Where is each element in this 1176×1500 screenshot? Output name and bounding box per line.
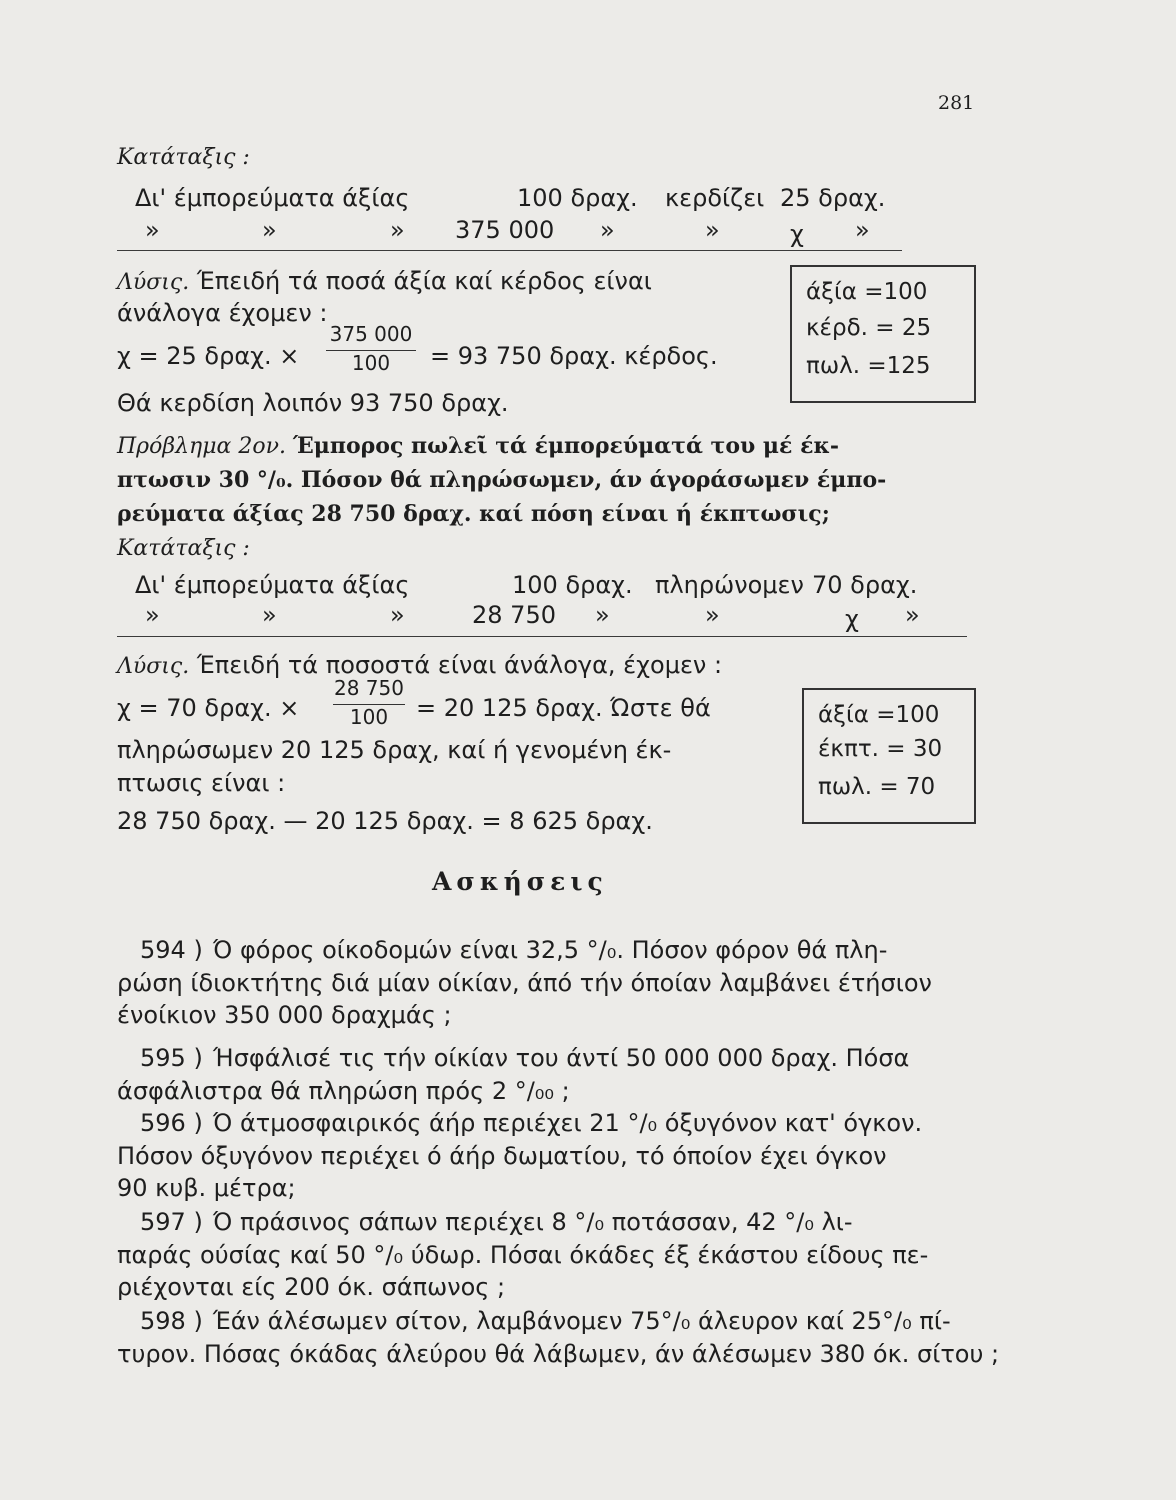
ex2-lysis-line (117, 650, 722, 682)
ex1-row2-col5: » (600, 216, 615, 244)
ex1-divider (117, 250, 902, 251)
kataxis-label-2: Κατάταξις : (117, 536, 250, 561)
ex1-row2-col6: » (705, 216, 720, 244)
ex1-eq-right: = 93 750 δραχ. κέρδος. (430, 342, 718, 370)
exercise-text-continuation: άσφάλιστρα θά πληρώση πρός 2 °/₀₀ ; (117, 1076, 570, 1105)
ex1-row2-col3: » (390, 216, 405, 244)
ex2-summary-box (802, 688, 976, 824)
exercise-number: 595 ) (140, 1044, 203, 1072)
exercise-text: Ήσφάλισέ τις τήν οίκίαν του άντί 50 000 000 δραχ. Πόσα (212, 1044, 910, 1072)
exercise-text-continuation: ένοίκιον 350 000 δραχμάς ; (117, 1001, 452, 1029)
ex1-row2-col7: χ (790, 220, 804, 248)
problem2-line3: ρεύματα άξίας 28 750 δραχ. καί πόση είναι ή έκπτωσις; (117, 501, 830, 527)
ex2-box-line-discount: έκπτ. = 30 (818, 736, 943, 762)
exercise-text-continuation: 90 κυβ. μέτρα; (117, 1174, 296, 1202)
ex1-frac-denominator: 100 (351, 351, 391, 375)
problem2-line2: πτωσιν 30 °/₀. Πόσον θά πληρώσωμεν, άν άγοράσωμεν έμπο- (117, 467, 887, 493)
ex2-row2-col2: » (262, 601, 277, 629)
ex2-box-line-sale: πωλ. = 70 (818, 774, 936, 800)
ex1-line2: άνάλογα έχομεν : (117, 299, 328, 327)
ex1-row1-col4: 25 δραχ. (780, 184, 886, 212)
ex1-frac-numerator: 375 000 (329, 322, 413, 346)
ex2-row2-col6: » (705, 601, 720, 629)
ex2-frac-numerator: 28 750 (334, 676, 404, 700)
ex1-row2-col1: » (145, 216, 160, 244)
page-number: 281 (938, 92, 975, 114)
ex2-line4: 28 750 δραχ. — 20 125 δραχ. = 8 625 δραχ. (117, 807, 653, 835)
ex2-eq-right: = 20 125 δραχ. Ώστε θά (416, 694, 711, 722)
exercise-text: Ό πράσινος σάπων περιέχει 8 °/₀ ποτάσσαν, 42 °/₀ λι- (212, 1208, 853, 1236)
exercise-number: 598 ) (140, 1307, 203, 1335)
ex1-box-line-profit: κέρδ. = 25 (806, 315, 932, 341)
ex2-line2: πληρώσωμεν 20 125 δραχ, καί ή γενομένη έκ- (117, 736, 672, 764)
ex2-row2-col3: » (390, 601, 405, 629)
exercise-text-continuation: ριέχονται είς 200 όκ. σάπωνος ; (117, 1273, 506, 1301)
kataxis-label-1: Κατάταξις : (117, 145, 250, 170)
exercise-text: Ό φόρος οίκοδομών είναι 32,5 °/₀. Πόσον φόρον θά πλη- (212, 936, 888, 964)
exercise-text-continuation: τυρον. Πόσας όκάδας άλεύρου θά λάβωμεν, άν άλέσωμεν 380 όκ. σίτου ; (117, 1339, 1000, 1368)
ex1-row1-col1: Δι' έμπορεύματα άξίας (135, 184, 410, 212)
exercise-text-continuation: ρώση ίδιοκτήτης διά μίαν οίκίαν, άπό τήν όποίαν λαμβάνει έτήσιον (117, 968, 932, 997)
ex1-lysis-line (117, 266, 652, 298)
ex1-row1-col3: κερδίζει (665, 184, 765, 212)
ex2-row2-col4: 28 750 (472, 601, 556, 629)
problem2-text-line1: Έμπορος πωλεῖ τά έμπορεύματά του μέ έκ- (292, 433, 840, 459)
ex2-row2-col5: » (595, 601, 610, 629)
ex1-row2-col2: » (262, 216, 277, 244)
ex1-box-line-value: άξία =100 (806, 279, 928, 305)
exercise-text: Έάν άλέσωμεν σίτον, λαμβάνομεν 75°/₀ άλευρον καί 25°/₀ πί- (212, 1307, 951, 1335)
ex2-eq-left: χ = 70 δραχ. × (117, 694, 300, 722)
ex1-box-line-sale: πωλ. =125 (806, 353, 931, 379)
ex2-row1-col4: 70 δραχ. (812, 571, 918, 599)
ex1-eq-left: χ = 25 δραχ. × (117, 342, 300, 370)
exercise-text-continuation: παράς ούσίας καί 50 °/₀ ύδωρ. Πόσαι όκάδες έξ έκάστου είδους πε- (117, 1240, 929, 1269)
lysis-label-1: Λύσις. (117, 270, 190, 295)
exercise-595-line (140, 1043, 909, 1073)
lysis-label-2: Λύσις. (117, 654, 190, 679)
ex2-lysis-text: Έπειδή τά ποσοστά είναι άνάλογα, έχομεν : (196, 651, 723, 679)
problem2-label: Πρόβλημα 2ον. (117, 434, 286, 459)
ex2-box-line-value: άξία =100 (818, 702, 940, 728)
ex2-line3: πτωσις είναι : (117, 769, 286, 797)
ex2-row2-col1: » (145, 601, 160, 629)
ex2-row1-col3: πληρώνομεν (655, 571, 804, 599)
ex1-summary-box (790, 265, 976, 403)
exercise-number: 597 ) (140, 1208, 203, 1236)
exercise-number: 594 ) (140, 936, 203, 964)
exercise-text-continuation: Πόσον όξυγόνον περιέχει ό άήρ δωματίου, τό όποίον έχει όγκον (117, 1141, 887, 1170)
exercise-594-line (140, 935, 887, 965)
exercise-597-line (140, 1207, 853, 1237)
ex2-row1-col2: 100 δραχ. (512, 571, 633, 599)
ex1-conclusion: Θά κερδίση λοιπόν 93 750 δραχ. (117, 389, 509, 417)
ex2-frac-denominator: 100 (349, 705, 389, 729)
problem2-line1 (117, 433, 839, 459)
exercise-text: Ό άτμοσφαιρικός άήρ περιέχει 21 °/₀ όξυγόνον κατ' όγκον. (212, 1109, 923, 1137)
ex1-row2-col8: » (855, 216, 870, 244)
exercise-598-line (140, 1306, 951, 1336)
ex2-row2-col8: » (905, 601, 920, 629)
exercises-heading: Ασκήσεις (432, 867, 608, 896)
ex1-row2-col4: 375 000 (455, 216, 555, 244)
ex2-divider (117, 636, 967, 637)
ex1-lysis-text: Έπειδή τά ποσά άξία καί κέρδος είναι (196, 267, 652, 295)
ex1-row1-col2: 100 δραχ. (517, 184, 638, 212)
ex2-row1-col1: Δι' έμπορεύματα άξίας (135, 571, 410, 599)
exercise-number: 596 ) (140, 1109, 203, 1137)
ex2-row2-col7: χ (845, 605, 859, 633)
exercise-596-line (140, 1108, 922, 1138)
